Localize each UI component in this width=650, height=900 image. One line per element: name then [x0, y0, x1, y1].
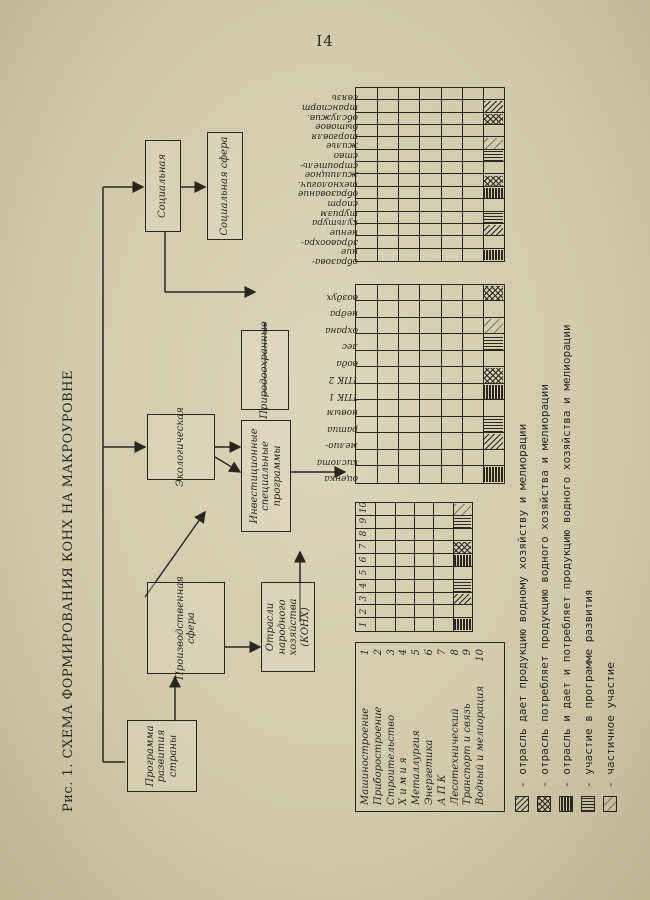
- production-label: Производственная сфера: [174, 576, 197, 680]
- grid-social: [355, 87, 505, 262]
- legend-branch-name: Энергетика: [423, 739, 435, 805]
- legend-branch-num: 1: [360, 649, 371, 656]
- legend-branch-row: [437, 649, 450, 805]
- grid-row-line: [419, 285, 420, 483]
- legend-branch-row: [450, 649, 463, 805]
- grid-col-line: [356, 223, 504, 224]
- grid-column-label: мелио-: [325, 440, 358, 451]
- nature-box: [241, 321, 289, 419]
- legend-branch-num: 8: [449, 649, 461, 656]
- grid-col-line: [356, 350, 504, 351]
- grid-col-number: 8: [359, 530, 369, 537]
- grid-column-label: нение: [329, 226, 358, 237]
- grid-fill-cell: [484, 402, 503, 417]
- legend-item-text: - частичное участие: [603, 662, 617, 788]
- grid-column-label: жилье: [326, 140, 358, 151]
- legend-branch-row: [462, 649, 475, 805]
- legend-branch-num: 9: [462, 649, 474, 656]
- grid-branches: [355, 502, 473, 632]
- legend-branch-row: [373, 649, 386, 805]
- legend-item: [599, 324, 621, 812]
- investment-box: [241, 420, 291, 532]
- grid-col-number: 7: [359, 543, 369, 550]
- legend-item: [577, 324, 599, 812]
- page-number: I4: [316, 32, 334, 50]
- grid-column-label: образование: [297, 188, 358, 199]
- grid-fill-cell: [484, 435, 503, 450]
- grid-fill-cell: [484, 188, 503, 198]
- grid-fill-cell: [484, 286, 503, 301]
- legend-branch-name: Машиностроение: [360, 707, 371, 805]
- grid-col-number: 9: [359, 517, 369, 524]
- grid-fill-cell: [484, 303, 503, 318]
- grid-col-line: [356, 416, 504, 417]
- grid-fill-cell: [484, 89, 503, 99]
- investment-label: Инвестиционные специальные программы: [248, 428, 283, 524]
- grid-column-label: воздух: [326, 291, 358, 302]
- grid-fill-cell: [454, 568, 471, 579]
- legend-item: [511, 324, 533, 812]
- grid-col-number: 3: [359, 595, 369, 602]
- grid-column-label: связь: [331, 92, 358, 103]
- grid-column-label: образова-: [311, 255, 358, 266]
- grid-row-line: [395, 503, 396, 631]
- legend-branch-name: Строительство: [385, 714, 397, 805]
- grid-col-number: 2: [359, 608, 369, 615]
- grid-col-line: [356, 400, 504, 401]
- legend-item-text: - отрасль потребляет продукцию водного хозяйства и мелиорации: [537, 384, 551, 788]
- legend-branch-row: [360, 649, 373, 805]
- grid-fill-cell: [454, 555, 471, 566]
- grid-column-label: строитель-: [299, 159, 358, 170]
- grid-column-label: охрана: [325, 324, 358, 335]
- legend-swatch-icon: [515, 796, 529, 812]
- grid-col-line: [356, 161, 504, 162]
- grid-col-number: 10: [359, 501, 369, 514]
- grid-fill-cell: [484, 237, 503, 247]
- grid-col-number: 4: [359, 582, 369, 589]
- grid-col-line: [356, 198, 504, 199]
- grid-column-label: кислота: [316, 456, 358, 467]
- legend-branch-num: 7: [436, 649, 448, 656]
- grid-fill-cell: [454, 504, 471, 515]
- grid-column-label: ратиа: [327, 423, 358, 434]
- grid-column-label: ТПК 2: [328, 374, 358, 385]
- legend-branch-num: 5: [411, 649, 423, 656]
- legend-branch-name: Металлургия: [411, 730, 423, 805]
- branches-box: [261, 582, 315, 672]
- legend-swatch-icon: [581, 796, 595, 812]
- social-sphere-label: Социальная сфера: [219, 136, 231, 236]
- grid-fill-cell: [484, 385, 503, 400]
- grid-col-number: 1: [359, 621, 369, 628]
- legend-branch-num: 4: [398, 649, 410, 656]
- grid-column-label: ТПК 1: [328, 390, 358, 401]
- legend-swatch-icon: [537, 796, 551, 812]
- grid-column-label: жилищное: [304, 169, 358, 180]
- grid-col-line: [356, 466, 504, 467]
- grid-column-label: торговля: [311, 130, 358, 141]
- social-box: [145, 140, 181, 232]
- grid-row-line: [419, 88, 420, 261]
- legend-branch-name: Х и м и я: [398, 757, 410, 805]
- grid-fill-cell: [484, 225, 503, 235]
- legend-branch-num: 2: [372, 649, 384, 656]
- rotated-figure: [55, 72, 617, 852]
- grid-fill-cell: [484, 352, 503, 367]
- legend-branch-row: [386, 649, 399, 805]
- grid-col-line: [356, 383, 504, 384]
- grid-row-line: [398, 88, 399, 261]
- grid-fill-cell: [484, 468, 503, 483]
- program-box: [127, 720, 197, 792]
- grid-row-line: [375, 503, 376, 631]
- grid-column-label: ние: [340, 246, 358, 257]
- grid-col-line: [356, 433, 504, 434]
- legend-branch-name: Приборостроение: [372, 706, 384, 805]
- grid-col-number: 5: [359, 569, 369, 576]
- grid-column-label: вода: [336, 357, 358, 368]
- grid-column-label: новым: [326, 407, 358, 418]
- grid-row-line: [441, 88, 442, 261]
- legend-branch-row: [411, 649, 424, 805]
- grid-column-label: туризм: [320, 207, 358, 218]
- grid-fill-cell: [454, 542, 471, 553]
- legend-item: [555, 324, 577, 812]
- grid-col-line: [356, 248, 504, 249]
- grid-column-label: транспорт: [301, 101, 358, 112]
- grid-row-line: [433, 503, 434, 631]
- grid-row-line: [377, 88, 378, 261]
- legend-branch-name: Водный и мелиорация: [475, 685, 487, 805]
- legend-item: [533, 324, 555, 812]
- legend-branch-num: 3: [385, 649, 397, 656]
- grid-col-line: [356, 449, 504, 450]
- legend-item-text: - отрасль и дает и потребляет продукцию водного хозяйства и мелиорации: [559, 324, 573, 788]
- grid-column-label: обслужив.: [306, 111, 358, 122]
- grid-col-line: [356, 235, 504, 236]
- grid-column-label: культура: [311, 217, 358, 228]
- legend-branch-name: А П К: [436, 774, 448, 805]
- grid-col-line: [356, 211, 504, 212]
- grid-row-line: [414, 503, 415, 631]
- grid-fill-cell: [484, 250, 503, 260]
- legend-branch-name: Лесотехнический: [449, 708, 461, 805]
- grid-fill-cell: [454, 594, 471, 605]
- grid-column-label: ство: [333, 150, 358, 161]
- grid-fill-cell: [454, 530, 471, 541]
- grid-row-line: [462, 88, 463, 261]
- social-label: Социальная: [157, 153, 169, 219]
- grid-fill-cell: [484, 418, 503, 433]
- grid-fill-cell: [484, 213, 503, 223]
- grid-fill-cell: [454, 581, 471, 592]
- nature-label: Природоохранные: [259, 321, 271, 419]
- grid-col-line: [356, 301, 504, 302]
- legend-branch-name: Транспорт и связь: [462, 703, 474, 805]
- grid-col-line: [356, 367, 504, 368]
- grid-col-line: [356, 112, 504, 113]
- grid-col-line: [356, 334, 504, 335]
- legend-branch-row: [398, 649, 411, 805]
- program-label: Программа развития страны: [144, 725, 179, 787]
- grid-fill-cell: [484, 114, 503, 124]
- grid-fill-cell: [484, 369, 503, 384]
- grid-row-line: [462, 285, 463, 483]
- legend-swatch-icon: [559, 796, 573, 812]
- grid-fill-cell: [484, 151, 503, 161]
- grid-column-label: лес: [341, 341, 358, 352]
- grid-column-label: недра: [329, 308, 358, 319]
- grid-fill-cell: [484, 336, 503, 351]
- grid-fill-cell: [484, 200, 503, 210]
- grid-row-line: [398, 285, 399, 483]
- grid-fill-cell: [484, 126, 503, 136]
- grid-col-line: [356, 136, 504, 137]
- legend-branch-num: 10: [475, 649, 487, 662]
- ecological-label: Экологическая: [175, 407, 187, 487]
- legend-branch-row: [424, 649, 437, 805]
- grid-column-label: бытовое: [315, 121, 358, 132]
- figure-caption: Рис. 1. СХЕМА ФОРМИРОВАНИЯ КОНХ НА МАКРОУРОВНЕ: [61, 370, 76, 812]
- production-box: [147, 576, 225, 680]
- grid-column-label: оценка: [324, 473, 358, 484]
- legend-branches: [355, 642, 505, 812]
- grid-col-number: 6: [359, 556, 369, 563]
- legend-branch-num: 6: [423, 649, 435, 656]
- grid-row-line: [377, 285, 378, 483]
- grid-col-line: [356, 317, 504, 318]
- legend-item-text: - отрасль дает продукцию водному хозяйству и мелиорации: [515, 423, 529, 788]
- social-sphere-box: [207, 132, 243, 240]
- grid-fill-cell: [484, 163, 503, 173]
- grid-col-line: [356, 186, 504, 187]
- legend-item-text: - участие в программе развития: [581, 589, 595, 788]
- legend-swatch-icon: [603, 796, 617, 812]
- grid-fill-cell: [454, 606, 471, 617]
- grid-fill-cell: [454, 517, 471, 528]
- grid-fill-cell: [484, 176, 503, 186]
- grid-col-line: [356, 99, 504, 100]
- grid-row-line: [441, 285, 442, 483]
- grid-ecology: [355, 284, 505, 484]
- branches-label: Отрасли народного хозяйства (КОНХ): [265, 598, 311, 656]
- grid-fill-cell: [484, 451, 503, 466]
- grid-column-label: технологич.: [297, 178, 358, 189]
- legend-items: [511, 324, 621, 812]
- grid-fill-cell: [484, 138, 503, 148]
- ecological-box: [147, 407, 215, 487]
- grid-col-line: [356, 174, 504, 175]
- grid-col-line: [356, 149, 504, 150]
- grid-column-label: спорт: [327, 198, 358, 209]
- grid-fill-cell: [484, 101, 503, 111]
- grid-col-line: [356, 124, 504, 125]
- grid-fill-cell: [454, 619, 471, 630]
- legend-branch-row: [475, 649, 488, 805]
- grid-fill-cell: [484, 319, 503, 334]
- grid-column-label: здравоохра-: [300, 236, 358, 247]
